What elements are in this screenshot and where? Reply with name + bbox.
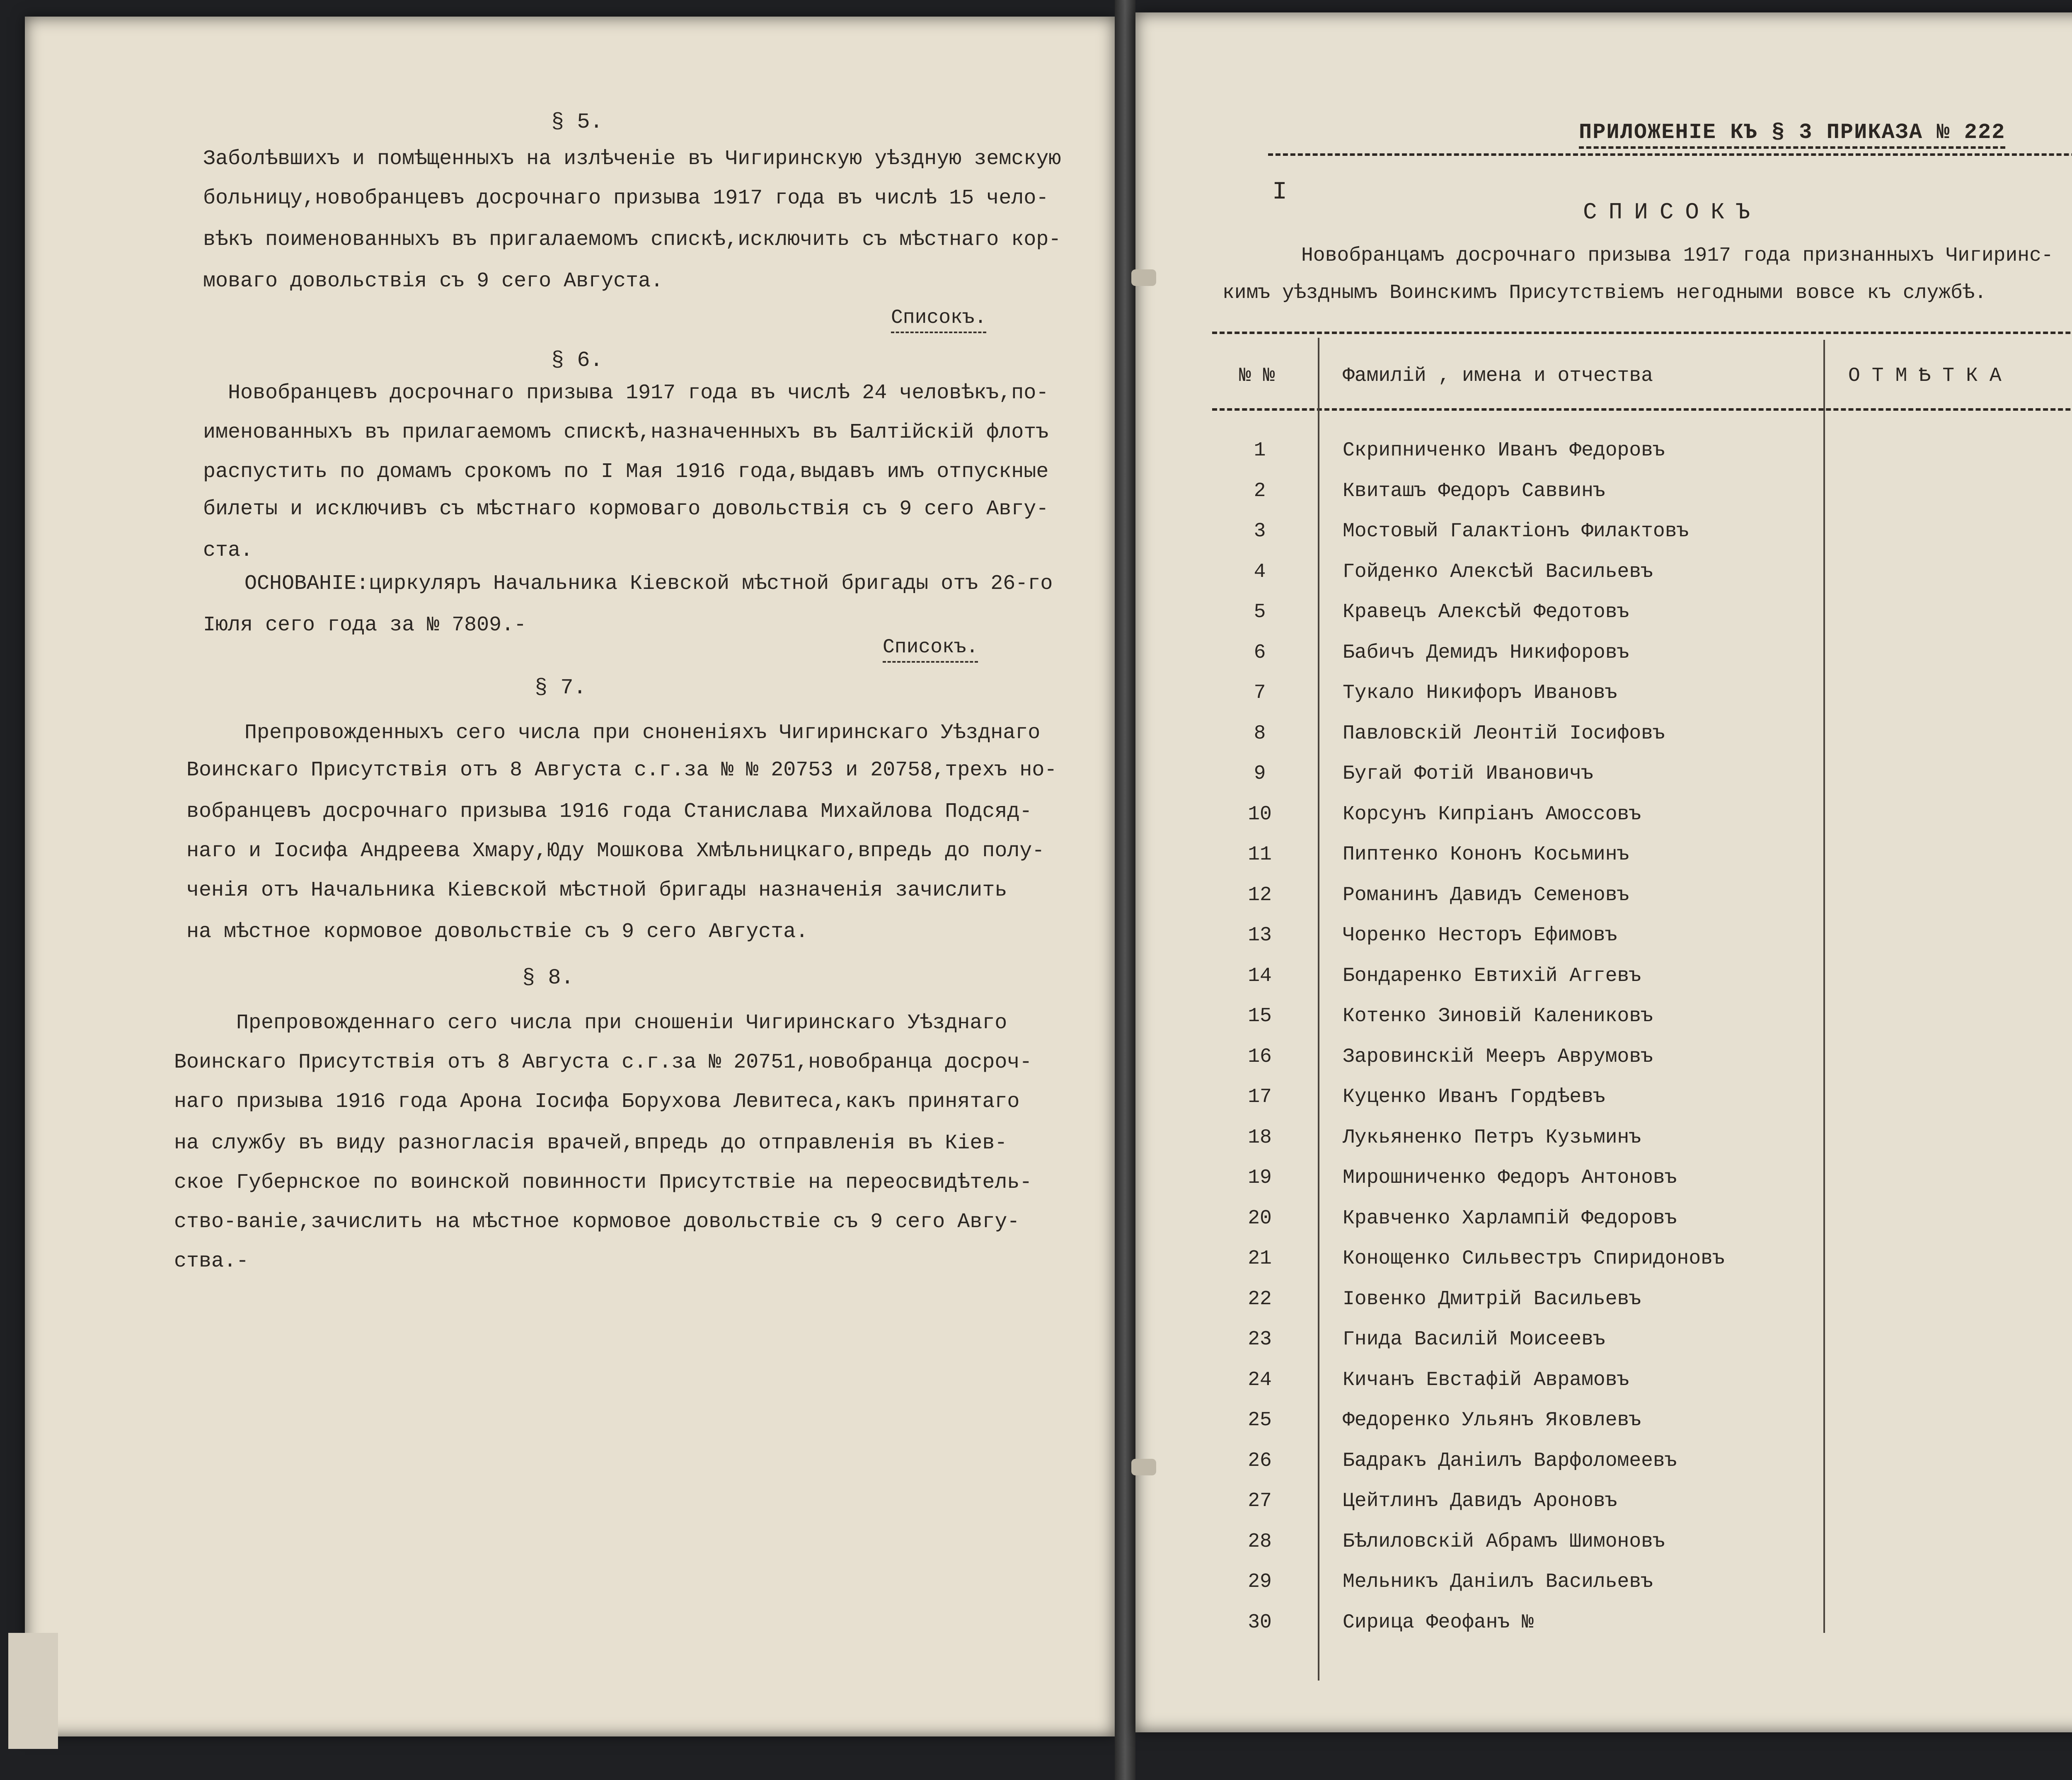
section-7-line: наго и Іосифа Андреева Хмару,Юду Мошкова Хмѣльницкаго,впредь до полу- xyxy=(186,839,1045,863)
table-header-rule xyxy=(1212,408,2072,411)
list-row-name: Іовенко Дмитрій Васильевъ xyxy=(1343,1288,1641,1310)
list-row-name: Корсунъ Кипріанъ Амоссовъ xyxy=(1343,803,1641,826)
list-row-number: 8 xyxy=(1254,722,1266,745)
list-row-name: Павловскій Леонтій Іосифовъ xyxy=(1343,722,1665,745)
list-row-number: 16 xyxy=(1248,1045,1272,1068)
section-8-line: ства.- xyxy=(174,1250,249,1273)
list-row-name: Мирошниченко Федоръ Антоновъ xyxy=(1343,1167,1677,1189)
section-5-line: моваго довольствія съ 9 сего Августа. xyxy=(203,269,663,293)
list-row-name: Сирица Феофанъ № xyxy=(1343,1611,1534,1634)
list-row-number: 7 xyxy=(1254,682,1266,704)
list-row-name: Квиташъ Федоръ Саввинъ xyxy=(1343,480,1605,502)
section-6-line: ОСНОВАНІЕ:циркуляръ Начальника Кіевской мѣстной бригады отъ 26-го xyxy=(244,572,1053,596)
page-stack-edge xyxy=(8,1633,58,1749)
list-row-name: Бондаренко Евтихій Аггевъ xyxy=(1343,964,1641,987)
list-row-number: 2 xyxy=(1254,480,1266,502)
list-row-number: 1 xyxy=(1254,439,1266,462)
section-8-line: ство-ваніе,зачислить на мѣстное кормовое довольствіе съ 9 сего Авгу- xyxy=(174,1210,1020,1234)
section-6-line: именованныхъ въ прилагаемомъ спискѣ,назначенныхъ въ Балтійскій флотъ xyxy=(203,421,1049,444)
list-row-name: Бугай Фотій Ивановичъ xyxy=(1343,763,1593,785)
list-row-name: Мельникъ Даніилъ Васильевъ xyxy=(1343,1571,1653,1593)
list-row-name: Котенко Зиновій Калениковъ xyxy=(1343,1005,1653,1027)
list-row-number: 28 xyxy=(1248,1530,1272,1553)
section-8-line: Воинскаго Присутствія отъ 8 Августа с.г.за № 20751,новобранца досроч- xyxy=(174,1051,1032,1074)
section-8-heading: § 8. xyxy=(522,966,574,990)
header-rule xyxy=(1268,153,2072,156)
section-7-heading: § 7. xyxy=(535,676,586,700)
list-row-name: Скрипниченко Иванъ Федоровъ xyxy=(1343,439,1665,462)
list-row-name: Мостовый Галактіонъ Филактовъ xyxy=(1343,520,1689,542)
list-row-number: 3 xyxy=(1254,520,1266,542)
list-row-name: Тукало Никифоръ Ивановъ xyxy=(1343,682,1617,704)
column-header-name: Фамилій , имена и отчества xyxy=(1343,365,1653,387)
list-row-number: 22 xyxy=(1248,1288,1272,1310)
section-8-line: на службу въ виду разногласія врачей,впредь до отправленія въ Кіев- xyxy=(174,1131,1007,1155)
list-row-name: Бадракъ Даніилъ Варфоломеевъ xyxy=(1343,1449,1677,1472)
list-subtitle-line2: кимъ уѣзднымъ Воинскимъ Присутствіемъ негодными вовсе къ службѣ. xyxy=(1222,282,1987,304)
column-divider xyxy=(1318,338,1319,1681)
list-row-name: Кичанъ Евстафій Аврамовъ xyxy=(1343,1368,1629,1391)
list-row-number: 9 xyxy=(1254,763,1266,785)
list-row-number: 13 xyxy=(1248,924,1272,947)
corner-mark: I xyxy=(1272,178,1288,206)
list-row-name: Лукьяненко Петръ Кузьминъ xyxy=(1343,1126,1641,1149)
list-row-number: 5 xyxy=(1254,601,1266,623)
list-row-number: 12 xyxy=(1248,884,1272,906)
list-title: СПИСОКЪ xyxy=(1583,199,1762,225)
list-row-name: Конощенко Сильвестръ Спиридоновъ xyxy=(1343,1247,1725,1270)
list-row-number: 21 xyxy=(1248,1247,1272,1270)
list-row-name: Федоренко Ульянъ Яковлевъ xyxy=(1343,1409,1641,1431)
left-page xyxy=(25,17,1115,1736)
section-7-line: вобранцевъ досрочнаго призыва 1916 года Станислава Михайлова Подсяд- xyxy=(186,800,1032,823)
section-6-line: ста. xyxy=(203,539,253,562)
list-row-name: Заровинскій Мееръ Аврумовъ xyxy=(1343,1045,1653,1068)
section-5-heading: § 5. xyxy=(551,110,603,134)
list-subtitle-line1: Новобранцамъ досрочнаго призыва 1917 года признанныхъ Чигиринс- xyxy=(1301,245,2053,267)
list-row-number: 17 xyxy=(1248,1086,1272,1108)
section-7-line: Препровожденныхъ сего числа при сноненіяхъ Чигиринскаго Уѣзднаго xyxy=(244,721,1041,745)
list-row-number: 6 xyxy=(1254,641,1266,664)
section-6-list-signature: Списокъ. xyxy=(883,636,978,663)
book-spine xyxy=(1115,0,1135,1780)
section-6-heading: § 6. xyxy=(551,348,603,373)
list-row-number: 15 xyxy=(1248,1005,1272,1027)
column-header-num: № № xyxy=(1239,365,1275,387)
section-7-line: Воинскаго Присутствія отъ 8 Августа с.г.за № № 20753 и 20758,трехъ но- xyxy=(186,758,1057,782)
list-row-name: Бѣлиловскій Абрамъ Шимоновъ xyxy=(1343,1530,1665,1553)
section-8-line: ское Губернское по воинской повинности Присутствіе на переосвидѣтель- xyxy=(174,1171,1032,1194)
list-row-number: 30 xyxy=(1248,1611,1272,1634)
list-row-number: 23 xyxy=(1248,1328,1272,1351)
section-8-line: наго призыва 1916 года Арона Іосифа Борухова Левитеса,какъ принятаго xyxy=(174,1090,1020,1114)
list-row-number: 14 xyxy=(1248,964,1272,987)
list-row-number: 18 xyxy=(1248,1126,1272,1149)
binding-clip xyxy=(1131,269,1156,286)
section-6-line: Новобранцевъ досрочнаго призыва 1917 года въ числѣ 24 человѣкъ,по- xyxy=(228,381,1049,405)
list-row-name: Гойденко Алексѣй Васильевъ xyxy=(1343,560,1653,583)
list-row-name: Кравченко Харлампій Федоровъ xyxy=(1343,1207,1677,1230)
list-row-number: 24 xyxy=(1248,1368,1272,1391)
list-row-number: 19 xyxy=(1248,1167,1272,1189)
section-6-line: Іюля сего года за № 7809.- xyxy=(203,613,527,637)
list-row-name: Пиптенко Кононъ Косьминъ xyxy=(1343,843,1629,866)
list-row-name: Куценко Иванъ Гордѣевъ xyxy=(1343,1086,1605,1108)
list-row-number: 20 xyxy=(1248,1207,1272,1230)
list-row-number: 10 xyxy=(1248,803,1272,826)
section-5-list-signature: Списокъ. xyxy=(891,307,986,333)
list-row-number: 26 xyxy=(1248,1449,1272,1472)
section-5-line: больницу,новобранцевъ досрочнаго призыва 1917 года въ числѣ 15 чело- xyxy=(203,186,1049,210)
list-row-number: 29 xyxy=(1248,1571,1272,1593)
right-page xyxy=(1135,12,2072,1732)
list-row-name: Кравецъ Алексѣй Федотовъ xyxy=(1343,601,1629,623)
list-row-name: Романинъ Давидъ Семеновъ xyxy=(1343,884,1629,906)
section-5-line: вѣкъ поименованныхъ въ пригалаемомъ спискѣ,исключить съ мѣстнаго кор- xyxy=(203,228,1061,252)
list-row-number: 27 xyxy=(1248,1490,1272,1512)
binding-clip xyxy=(1131,1459,1156,1475)
list-row-number: 11 xyxy=(1248,843,1272,866)
list-row-name: Чоренко Несторъ Ефимовъ xyxy=(1343,924,1617,947)
table-top-rule xyxy=(1212,332,2072,334)
section-6-line: билеты и исключивъ съ мѣстнаго кормоваго довольствія съ 9 сего Авгу- xyxy=(203,497,1049,521)
section-7-line: ченія отъ Начальника Кіевской мѣстной бригады назначенія зачислить xyxy=(186,879,1007,902)
section-5-line: Заболѣвшихъ и помѣщенныхъ на излѣченіе въ Чигиринскую уѣздную земскую xyxy=(203,147,1061,171)
section-7-line: на мѣстное кормовое довольствіе съ 9 сего Августа. xyxy=(186,920,808,944)
column-header-mark: ОТМѢТКА xyxy=(1848,365,2013,387)
list-row-number: 25 xyxy=(1248,1409,1272,1431)
list-row-number: 4 xyxy=(1254,560,1266,583)
section-8-line: Препровожденнаго сего числа при сношеніи Чигиринскаго Уѣзднаго xyxy=(236,1011,1007,1035)
list-row-name: Гнида Василій Моисеевъ xyxy=(1343,1328,1605,1351)
list-row-name: Бабичъ Демидъ Никифоровъ xyxy=(1343,641,1629,664)
appendix-title: ПРИЛОЖЕНІЕ КЪ § 3 ПРИКАЗА № 222 xyxy=(1579,120,2005,149)
column-divider xyxy=(1823,340,1825,1633)
section-6-line: распустить по домамъ срокомъ по I Мая 1916 года,выдавъ имъ отпускные xyxy=(203,460,1049,484)
list-row-name: Цейтлинъ Давидъ Ароновъ xyxy=(1343,1490,1617,1512)
